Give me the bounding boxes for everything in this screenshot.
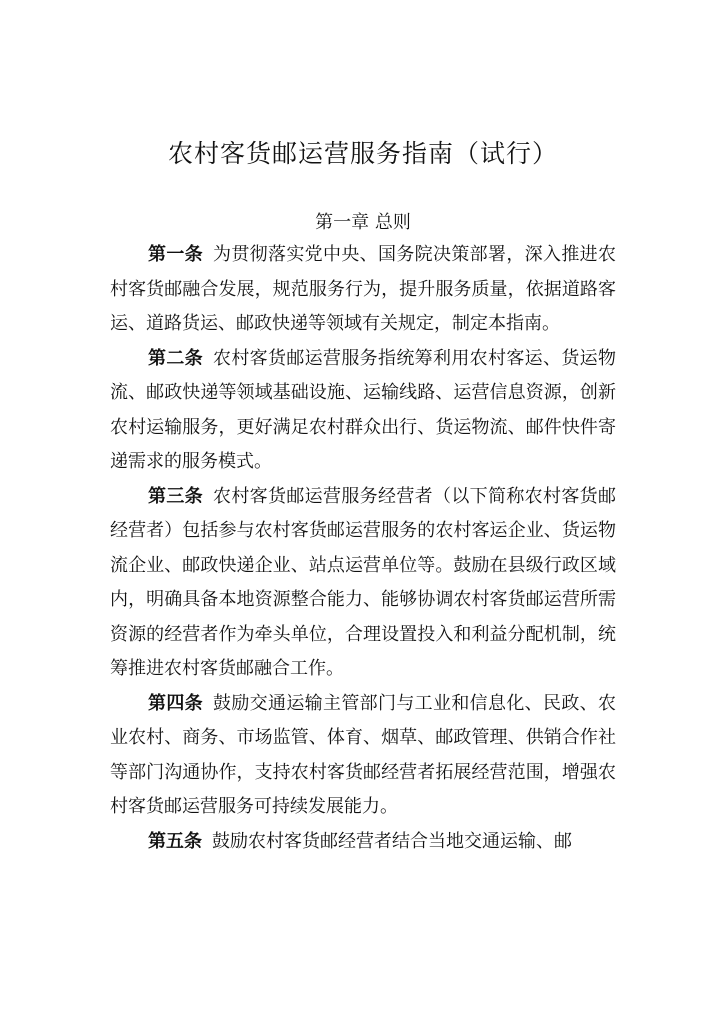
article-label: 第一条 <box>148 244 203 265</box>
article-text: 鼓励农村客货邮经营者结合当地交通运输、邮 <box>212 830 572 852</box>
chapter-title: 第一章 总则 <box>315 212 411 233</box>
article-4 <box>110 687 616 825</box>
article-text: 为贯彻落实党中央、国务院决策部署，深入推进农村客货邮融合发展，规范服务行为，提升服务质量，依据道路客运、道路货运、邮政快递等领域有关规定，制定本指南。 <box>110 244 616 334</box>
document-title: 农村客货邮运营服务指南（试行） <box>167 139 558 168</box>
article-label: 第五条 <box>148 830 202 852</box>
article-1 <box>110 238 616 342</box>
article-5 <box>110 825 616 860</box>
article-text: 农村客货邮运营服务经营者（以下简称农村客货邮经营者）包括参与农村客货邮运营服务的农村客运企业、货运物流企业、邮政快递企业、站点运营单位等。鼓励在县级行政区域内，明确具备本地资源整合能力、能够协调农村客货邮运营所需资源的经营者作为牵头单位，合理设置投入和利益分配机制，统筹推进农村客货邮融合工作。 <box>110 485 616 679</box>
article-text: 鼓励交通运输主管部门与工业和信息化、民政、农业农村、商务、市场监管、体育、烟草、邮政管理、供销合作社等部门沟通协作，支持农村客货邮经营者拓展经营范围，增强农村客货邮运营服务可持续发展能力。 <box>110 692 616 817</box>
article-3 <box>110 480 616 687</box>
article-label: 第四条 <box>148 692 203 714</box>
article-2 <box>110 342 616 480</box>
article-label: 第三条 <box>148 485 203 507</box>
article-label: 第二条 <box>148 347 203 369</box>
article-text: 农村客货邮运营服务指统筹利用农村客运、货运物流、邮政快递等领域基础设施、运输线路、运营信息资源，创新农村运输服务，更好满足农村群众出行、货运物流、邮件快件寄递需求的服务模式。 <box>110 347 616 472</box>
